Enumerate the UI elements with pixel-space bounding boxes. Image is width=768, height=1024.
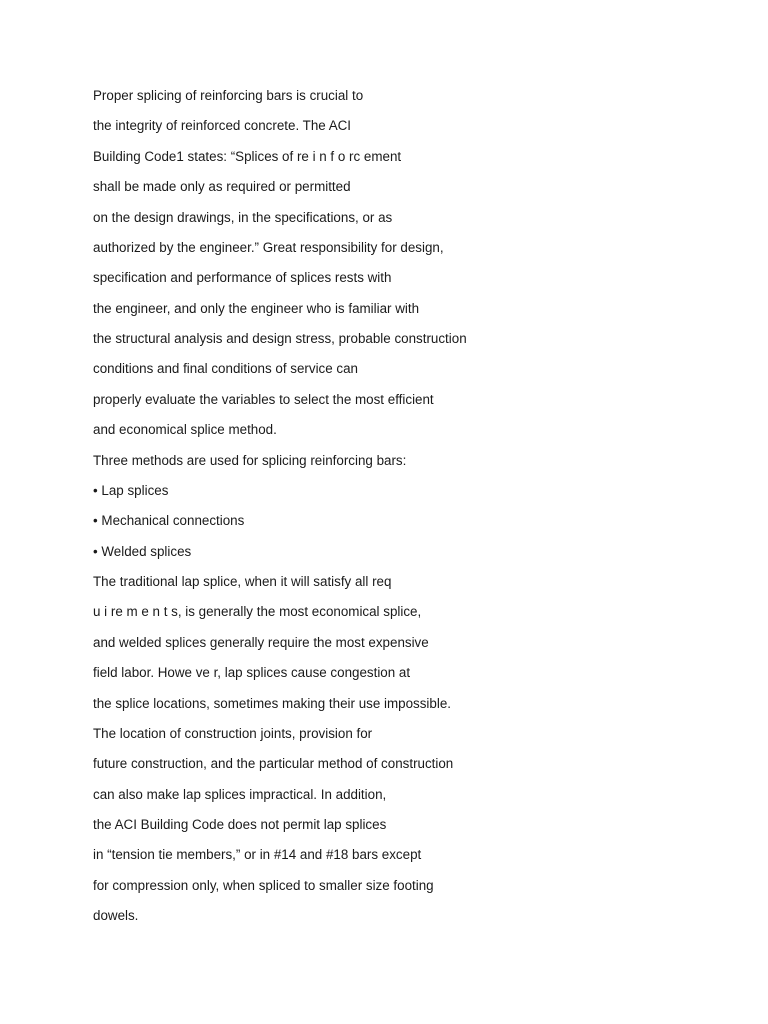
text-line: properly evaluate the variables to select the most efficient [93,391,434,407]
text-line: dowels. [93,908,139,924]
text-line: Building Code1 states: “Splices of re i n f o rc ement [93,148,402,164]
list-item-mechanical-connections: • Mechanical connections [93,513,245,529]
text-line: and economical splice method. [93,422,277,438]
text-line: the structural analysis and design stress, probable construction [93,331,467,346]
text-line: Proper splicing of reinforcing bars is crucial to [93,88,364,103]
text-line: on the design drawings, in the specifications, or as [93,209,393,225]
text-line: The location of construction joints, provision for [93,725,373,741]
text-line: specification and performance of splices rests with [93,270,392,286]
text-line: future construction, and the particular method of construction [93,756,454,772]
text-line: conditions and final conditions of service can [93,361,358,377]
text-line: shall be made only as required or permitted [93,179,351,195]
body-text [93,81,733,932]
list-item-lap-splices: • Lap splices [93,482,169,498]
text-line: the engineer, and only the engineer who is familiar with [93,300,420,316]
text-line: the integrity of reinforced concrete. The ACI [93,118,352,134]
text-line: authorized by the engineer.” Great responsibility for design, [93,239,444,255]
text-line: and welded splices generally require the most expensive [93,634,429,650]
text-line: field labor. Howe ve r, lap splices cause congestion at [93,665,411,681]
text-line: the splice locations, sometimes making their use impossible. [93,695,451,711]
text-line: in “tension tie members,” or in #14 and #18 bars except [93,847,422,863]
text-line: can also make lap splices impractical. In addition, [93,786,387,802]
text-line: Three methods are used for splicing reinforcing bars: [93,452,407,468]
text-line: the ACI Building Code does not permit lap splices [93,817,387,832]
text-line: The traditional lap splice, when it will satisfy all req [93,574,392,589]
text-line: for compression only, when spliced to smaller size footing [93,877,434,893]
list-item-welded-splices: • Welded splices [93,543,192,559]
text-line: u i re m e n t s, is generally the most economical splice, [93,604,422,620]
